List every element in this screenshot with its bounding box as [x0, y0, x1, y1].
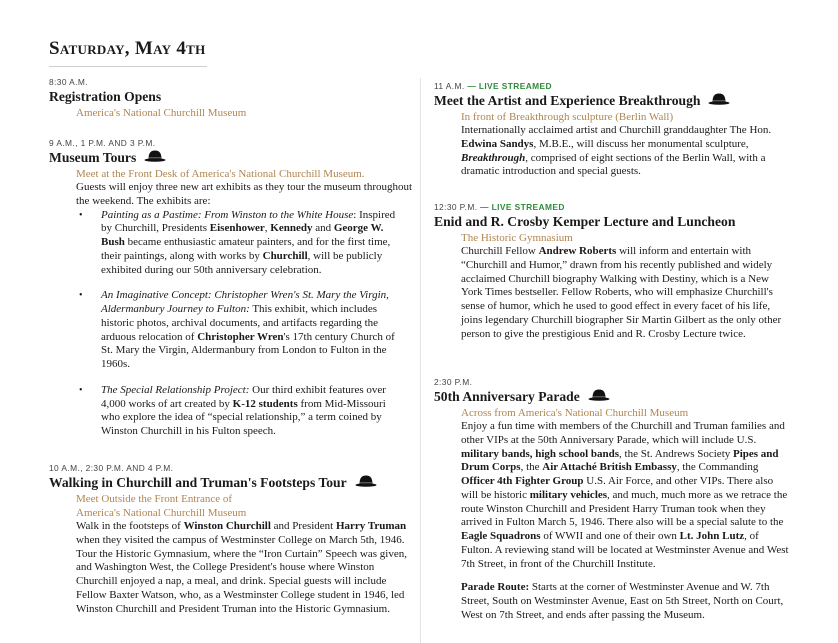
event-time: 9 A.M., 1 P.M. AND 3 P.M.	[49, 138, 156, 148]
event-title-text: 50th Anniversary Parade	[434, 389, 580, 404]
event-title-text: Walking in Churchill and Truman's Footsteps Tour	[49, 475, 347, 490]
event-title	[434, 213, 794, 231]
event-time	[434, 81, 794, 92]
text-bold: Winston Churchill	[183, 520, 271, 532]
time-text: 11 A.M.	[434, 81, 465, 91]
exhibit-list	[49, 209, 414, 439]
time-text: 12:30 P.M.	[434, 202, 478, 212]
event-anniversary-parade	[434, 377, 794, 623]
bowler-hat-icon	[355, 474, 377, 492]
exhibit-title: The Special Relationship Project:	[101, 383, 250, 396]
text-bold: Lt. John Lutz	[679, 530, 745, 542]
text-run: Our third exhibit features over 4,000 works of art created by	[101, 383, 386, 410]
text-bold: Churchill	[262, 249, 308, 262]
text-bold: military bands, high school bands	[461, 447, 620, 460]
text-bold: Edwina Sandys	[461, 137, 534, 150]
text-bold: Air Attaché British Embassy	[542, 461, 677, 474]
text-bold: Andrew Roberts	[538, 245, 617, 257]
event-footsteps-tour	[49, 463, 414, 616]
text-run: , M.B.E., will discuss her monumental sculpture,	[533, 137, 749, 150]
title-divider	[49, 66, 207, 67]
text-run: , of Fulton. A reviewing stand will be located at Westminster Avenue and West 7th Street, in front of the Churchill Institute.	[461, 530, 789, 570]
text-run: , comprised of eight sections of the Berlin Wall, with a dramatic introduction and special guests.	[461, 151, 766, 178]
parade-route	[461, 581, 791, 622]
event-location: America's National Churchill Museum	[76, 107, 247, 119]
event-title-text: Museum Tours	[49, 150, 137, 165]
text-bold: Officer 4th Fighter Group	[461, 475, 584, 487]
text-run: became enthusiastic amateur painters, and for the first time, their paintings, along with works by	[101, 236, 391, 262]
text-run: will inform and entertain with “Churchill and Humor,” drawn from his recently published and widely acclaimed Churchill biography Walking with Destiny, which is a New York Times bestseller. Fellow Roberts, who will emphasize Churchill's sense of humor, which he used to good effect in every facet of his life, joins legendary Churchill biographer Sir Martin Gilbert as the only other person to give the prestigious Enid and R. Crosby Lecture twice.	[461, 245, 782, 340]
event-title-text: Enid and R. Crosby Kemper Lecture and Luncheon	[434, 214, 736, 229]
text-bold: Eisenhower	[209, 222, 265, 235]
text-bold: Christopher Wren	[197, 330, 284, 343]
event-description: Guests will enjoy three new art exhibits as they tour the museum throughout the weekend. The exhibits are:	[76, 181, 413, 207]
column-divider	[420, 78, 421, 643]
text-run: ,	[264, 222, 271, 235]
text-run: Enjoy a fun time with members of the Churchill and Truman families and other VIPs at the 50th Anniversary Parade, which will include U.S.	[461, 420, 785, 446]
event-location: The Historic Gymnasium	[461, 232, 573, 244]
event-title	[49, 474, 414, 492]
text-run: when they visited the campus of Westminster College on March 5th, 1946. Tour the Historic Gymnasium, where the “Iron Curtain” Speech was given, and Washington West, the College President's house where Winston Churchill enjoyed a nap, a meal, and drink. Special guests will include Fellow Baxter Watson, who, as a Westminster College student in 1946, led Winston Churchill and President Truman into the Historic Gymnasium.	[76, 533, 407, 615]
event-location: In front of Breakthrough sculpture (Berlin Wall)	[461, 111, 674, 123]
event-description	[461, 420, 791, 571]
event-location: Meet at the Front Desk of America's National Churchill Museum.	[76, 168, 365, 180]
bowler-hat-icon	[588, 388, 610, 406]
exhibit-item	[101, 209, 403, 278]
text-bold: Pipes and Drum Corps	[461, 447, 779, 474]
text-bold: K-12 students	[232, 397, 298, 410]
event-time: 2:30 P.M.	[434, 377, 473, 387]
event-title	[49, 88, 414, 106]
event-meet-the-artist	[434, 81, 794, 179]
text-run: 's 17th century Church of St. Mary the Virgin, Aldermanbury from London to Fulton in the 1960s.	[101, 330, 395, 370]
route-text: Starts at the corner of Westminster Avenue and W. 7th Street, South on Westminster Avenue, East on 5th Street, North on Court, West on 7th Street, and ends after passing the Museum.	[461, 581, 784, 621]
text-run: U.S. Air Force, and other VIPs. There also will be historic	[461, 475, 774, 501]
text-bold: Harry Truman	[335, 520, 407, 532]
live-streamed-badge: — LIVE STREAMED	[480, 202, 565, 212]
text-run: , will be publicly exhibited during our 50th anniversary celebration.	[101, 249, 383, 276]
event-title	[49, 149, 414, 167]
event-location: America's National Churchill Museum	[76, 507, 247, 519]
text-run: and	[312, 222, 334, 235]
bowler-hat-icon	[708, 92, 730, 110]
event-time: 10 A.M., 2:30 P.M. AND 4 P.M.	[49, 463, 174, 473]
event-title	[434, 92, 794, 110]
text-bold: George W. Bush	[101, 222, 384, 248]
event-title-text: Meet the Artist and Experience Breakthrough	[434, 93, 701, 108]
text-run: , the Commanding	[676, 461, 759, 474]
event-kemper-lecture	[434, 202, 794, 341]
route-label: Parade Route:	[461, 581, 530, 594]
event-location: Meet Outside the Front Entrance of	[76, 493, 233, 505]
live-streamed-badge: — LIVE STREAMED	[467, 81, 552, 91]
text-bold: military vehicles	[529, 488, 608, 501]
event-description	[461, 124, 791, 179]
text-bold-italic: Breakthrough	[461, 151, 526, 164]
event-description	[76, 520, 408, 616]
text-run: from Mid-Missouri who explore the idea of “special relationship,” a term coined by Winston Churchill in his Fulton speech.	[101, 397, 386, 437]
event-location: Across from America's National Churchill Museum	[461, 407, 689, 419]
exhibit-item	[101, 384, 405, 439]
text-run: , the St. Andrews Society	[619, 447, 733, 460]
exhibit-item	[101, 289, 399, 372]
event-time	[434, 202, 794, 213]
text-bold: Eagle Squadrons	[461, 530, 541, 542]
event-time: 8:30 A.M.	[49, 77, 88, 87]
text-run: : Inspired by Churchill, Presidents	[101, 208, 396, 235]
event-title-text: Registration Opens	[49, 89, 162, 104]
text-run: Internationally acclaimed artist and Churchill granddaughter The Hon.	[461, 124, 772, 136]
exhibit-title: An Imaginative Concept: Christopher Wren's St. Mary the Virgin, Aldermanbury Journey to Fulton:	[101, 289, 389, 315]
bowler-hat-icon	[144, 149, 166, 167]
text-run: , and much, much more as we retrace the route Winston Churchill and President Harry Truman took when they arrived in Fulton March 5, 1946. There also will be a special salute to the	[461, 488, 788, 529]
text-run: Walk in the footsteps of	[76, 520, 184, 532]
exhibit-title: Painting as a Pastime: From Winston to the White House	[101, 208, 354, 221]
text-run: This exhibit, which includes historic photos, archival documents, and artifacts regarding the arduous relocation of	[101, 303, 379, 343]
event-museum-tours	[49, 138, 414, 439]
event-description	[461, 245, 791, 341]
text-run: , the	[520, 461, 543, 474]
text-run: of WWII and one of their own	[540, 530, 680, 542]
text-bold: Kennedy	[270, 222, 313, 235]
event-registration	[49, 77, 414, 120]
text-run: and President	[270, 520, 336, 532]
text-run: Churchill Fellow	[461, 245, 539, 257]
event-title	[434, 388, 794, 406]
page-title: Saturday, May 4th	[49, 38, 206, 59]
